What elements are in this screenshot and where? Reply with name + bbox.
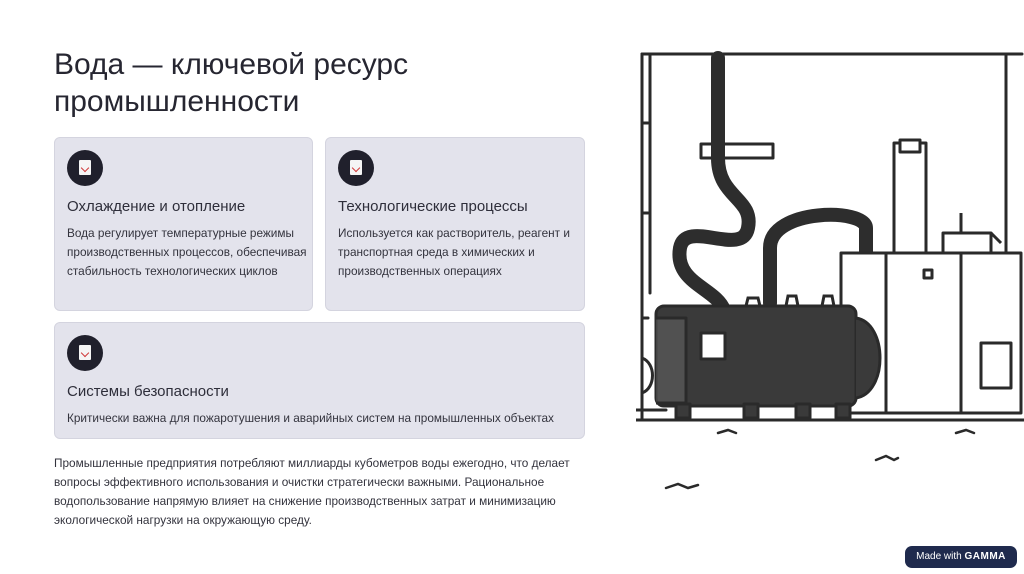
card-cooling [54, 137, 313, 311]
document-icon [67, 150, 103, 186]
card-title: Охлаждение и отопление [67, 198, 246, 215]
industrial-boiler-illustration [636, 48, 1024, 508]
card-safety [54, 322, 585, 439]
body-paragraph: Промышленные предприятия потребляют миллиарды кубометров воды ежегодно, что делает вопросы эффективного использования и очистки стратегически важными. Рациональное водопользование напрямую влияет на снижение производственных затрат и минимизацию экологической нагрузки на окружающую среду. [54, 456, 570, 527]
card-text: Критически важна для пожаротушения и аварийных систем на промышленных объектах [67, 411, 554, 425]
document-icon [67, 335, 103, 371]
page-title: Вода — ключевой ресурс промышленности [54, 48, 409, 118]
card-processes [325, 137, 585, 311]
badge-prefix: Made with [916, 551, 962, 562]
badge-brand: GAMMA [964, 551, 1006, 562]
card-title: Системы безопасности [67, 383, 229, 400]
card-text: Вода регулирует температурные режимы производственных процессов, обеспечивая стабильность технологических циклов [67, 226, 307, 278]
card-text: Используется как растворитель, реагент и транспортная среда в химических и производственных операциях [338, 226, 570, 278]
made-with-gamma-badge[interactable] [905, 546, 1017, 568]
document-icon [338, 150, 374, 186]
card-title: Технологические процессы [338, 198, 528, 215]
